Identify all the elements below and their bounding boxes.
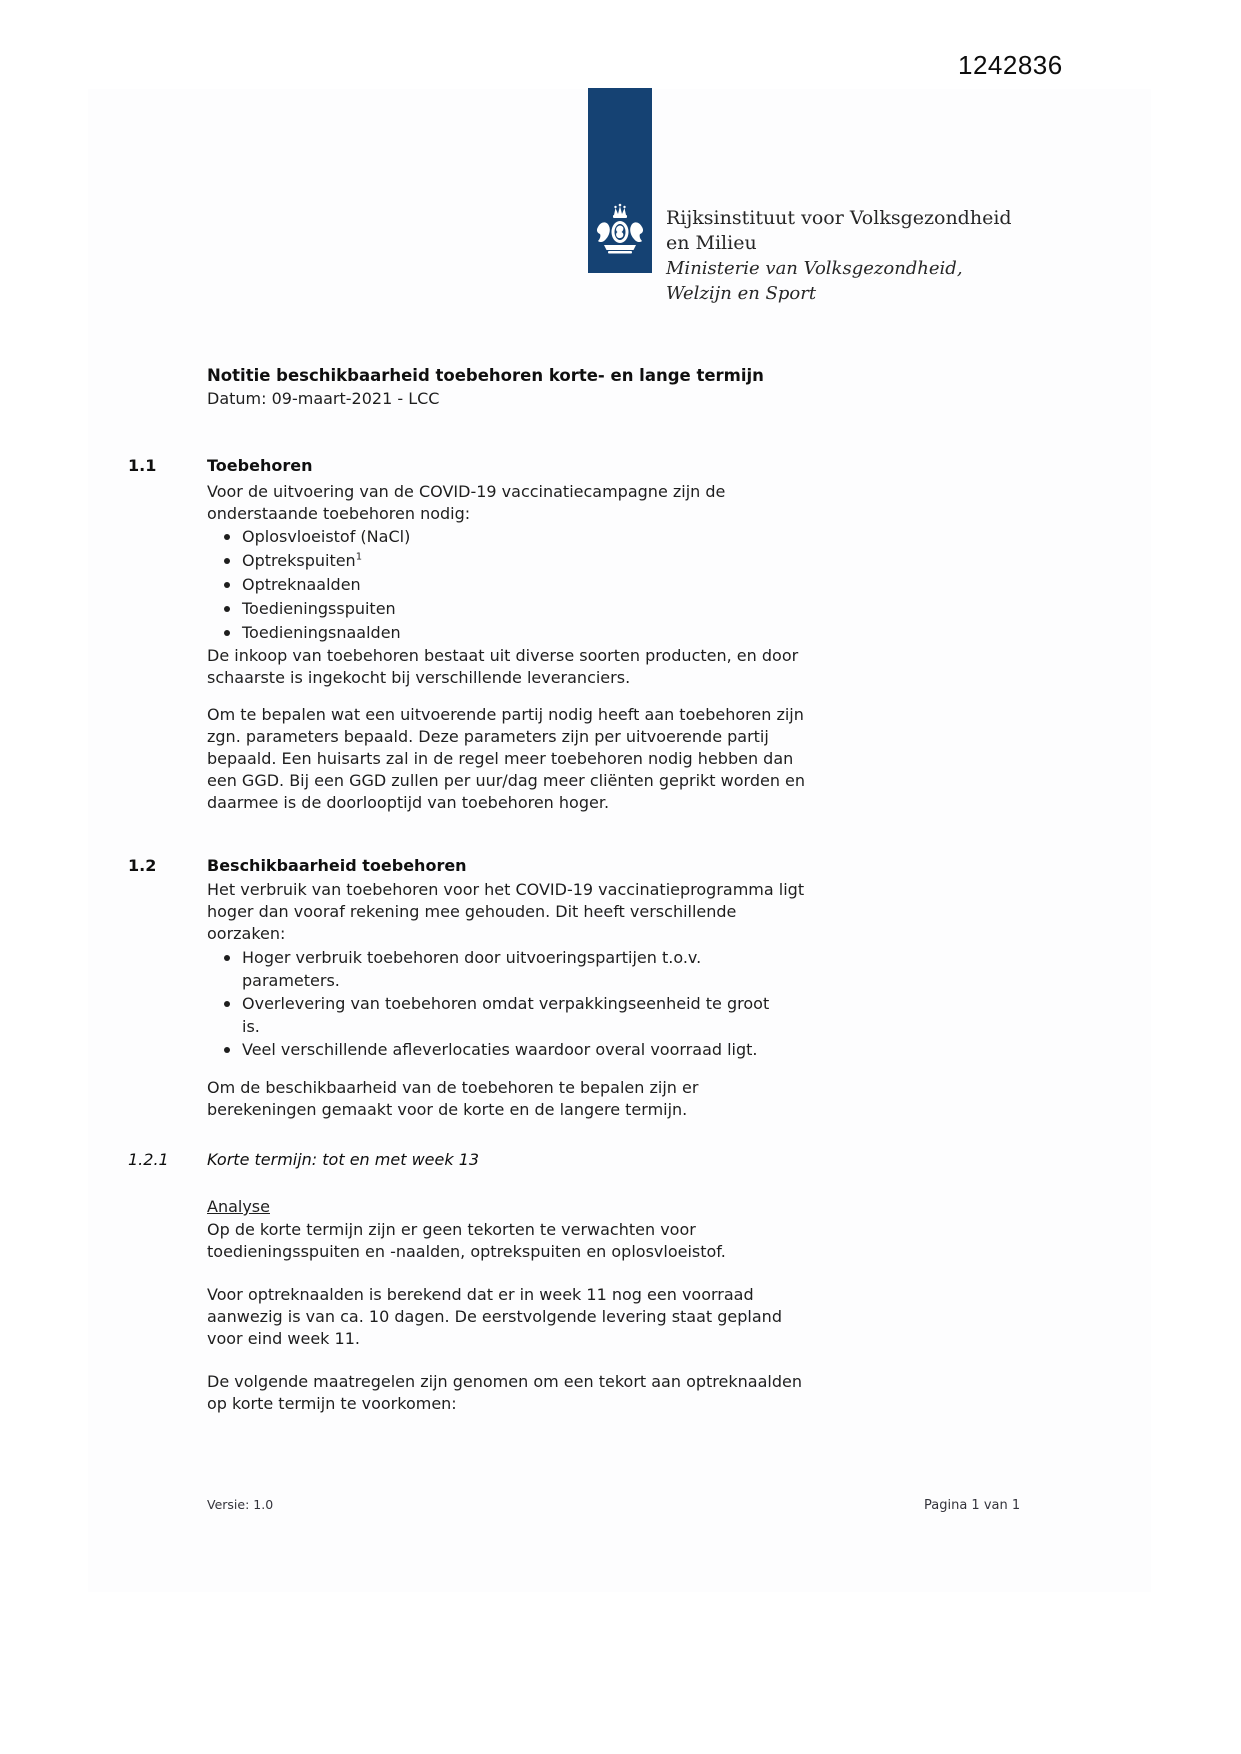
bullet-dot-icon bbox=[224, 1047, 230, 1053]
body-line: hoger dan vooraf rekening mee gehouden. Dit heeft verschillende bbox=[207, 902, 737, 921]
bullet-line: Hoger verbruik toebehoren door uitvoeringspartijen t.o.v. bbox=[242, 948, 702, 967]
bullet-item bbox=[207, 597, 1068, 621]
org-name-line2: en Milieu bbox=[666, 232, 757, 254]
section-1-1-bullet-list bbox=[207, 525, 1068, 645]
section-1-2-1-heading-row bbox=[128, 1149, 1068, 1171]
ministry-line2: Welzijn en Sport bbox=[666, 283, 817, 304]
bullet-dot-icon bbox=[224, 534, 230, 540]
document-number: 1242836 bbox=[958, 50, 1063, 80]
bullet-item bbox=[207, 621, 1068, 645]
section-1-2-heading-row bbox=[128, 855, 1068, 877]
bullet-text bbox=[242, 549, 362, 573]
body-line: Op de korte termijn zijn er geen tekorten te verwachten voor bbox=[207, 1220, 696, 1239]
bullet-item bbox=[207, 549, 1068, 573]
bullet-dot-icon bbox=[224, 558, 230, 564]
section-1-2-1-paragraph-3 bbox=[207, 1371, 1068, 1415]
section-number: 1.1 bbox=[128, 456, 157, 475]
body-line: Voor de uitvoering van de COVID-19 vaccinatiecampagne zijn de bbox=[207, 482, 726, 501]
bullet-text: Oplosvloeistof (NaCl) bbox=[242, 527, 411, 546]
bullet-item bbox=[207, 1038, 1068, 1061]
bullet-label: Optrekspuiten bbox=[242, 551, 356, 570]
section-number: 1.2.1 bbox=[128, 1150, 169, 1169]
footnote-marker: 1 bbox=[355, 551, 363, 563]
section-number: 1.2 bbox=[128, 856, 157, 875]
bullet-dot-icon bbox=[224, 955, 230, 961]
section-heading: Beschikbaarheid toebehoren bbox=[207, 856, 467, 875]
bullet-dot-icon bbox=[224, 630, 230, 636]
body-line: oorzaken: bbox=[207, 924, 286, 943]
body-line: voor eind week 11. bbox=[207, 1329, 360, 1348]
section-1-1-paragraph-2 bbox=[207, 704, 1068, 814]
footer-page-number: Pagina 1 van 1 bbox=[924, 1498, 1021, 1513]
dutch-coat-of-arms-icon bbox=[592, 203, 648, 265]
body-line: onderstaande toebehoren nodig: bbox=[207, 504, 471, 523]
body-line: berekeningen gemaakt voor de korte en de langere termijn. bbox=[207, 1100, 688, 1119]
bullet-dot-icon bbox=[224, 1001, 230, 1007]
bullet-line: is. bbox=[242, 1017, 260, 1036]
bullet-dot-icon bbox=[224, 582, 230, 588]
rivm-logo-text bbox=[666, 206, 1012, 306]
body-line: De inkoop van toebehoren bestaat uit diverse soorten producten, en door bbox=[207, 646, 799, 665]
bullet-text bbox=[242, 946, 701, 992]
bullet-line: Overlevering van toebehoren omdat verpakkingseenheid te groot bbox=[242, 994, 770, 1013]
section-1-2-1-paragraph-2 bbox=[207, 1284, 1068, 1350]
body-line: schaarste is ingekocht bij verschillende leveranciers. bbox=[207, 668, 631, 687]
analyse-label: Analyse bbox=[207, 1197, 270, 1216]
body-line: bepaald. Een huisarts zal in de regel meer toebehoren nodig hebben dan bbox=[207, 749, 794, 768]
body-line: De volgende maatregelen zijn genomen om een tekort aan optreknaalden bbox=[207, 1372, 802, 1391]
footer-version: Versie: 1.0 bbox=[207, 1497, 274, 1512]
body-line: op korte termijn te voorkomen: bbox=[207, 1394, 457, 1413]
body-line: daarmee is de doorlooptijd van toebehoren hoger. bbox=[207, 793, 610, 812]
analyse-label-row bbox=[207, 1196, 1068, 1218]
bullet-text: Toedieningsnaalden bbox=[242, 623, 401, 642]
body-line: een GGD. Bij een GGD zullen per uur/dag meer cliënten geprikt worden en bbox=[207, 771, 806, 790]
section-heading: Toebehoren bbox=[207, 456, 313, 475]
document-body bbox=[128, 455, 1068, 1415]
bullet-item bbox=[207, 946, 1068, 992]
ministry-line1: Ministerie van Volksgezondheid, bbox=[666, 258, 963, 279]
section-1-2-paragraph-1 bbox=[207, 1077, 1068, 1121]
document-date: Datum: 09-maart-2021 - LCC bbox=[207, 389, 440, 408]
body-line: Het verbruik van toebehoren voor het COVID-19 vaccinatieprogramma ligt bbox=[207, 880, 805, 899]
body-line: Om de beschikbaarheid van de toebehoren te bepalen zijn er bbox=[207, 1078, 699, 1097]
bullet-text bbox=[242, 1038, 758, 1061]
section-heading: Korte termijn: tot en met week 13 bbox=[207, 1150, 480, 1169]
section-1-2-1-paragraph-1 bbox=[207, 1219, 1068, 1263]
bullet-line: parameters. bbox=[242, 971, 340, 990]
bullet-text: Toedieningsspuiten bbox=[242, 599, 396, 618]
section-1-2-intro bbox=[207, 879, 1068, 945]
bullet-item bbox=[207, 573, 1068, 597]
bullet-text: Optreknaalden bbox=[242, 575, 361, 594]
body-line: zgn. parameters bepaald. Deze parameters zijn per uitvoerende partij bbox=[207, 727, 769, 746]
bullet-line: Veel verschillende afleverlocaties waardoor overal voorraad ligt. bbox=[242, 1040, 758, 1059]
body-line: Voor optreknaalden is berekend dat er in week 11 nog een voorraad bbox=[207, 1285, 754, 1304]
section-1-1-intro bbox=[207, 481, 1068, 525]
bullet-text bbox=[242, 992, 769, 1038]
section-1-1-paragraph-1 bbox=[207, 645, 1068, 689]
bullet-item bbox=[207, 992, 1068, 1038]
org-name-line1: Rijksinstituut voor Volksgezondheid bbox=[666, 207, 1012, 229]
body-line: aanwezig is van ca. 10 dagen. De eerstvolgende levering staat gepland bbox=[207, 1307, 782, 1326]
section-1-2-bullet-list bbox=[207, 946, 1068, 1061]
body-line: Om te bepalen wat een uitvoerende partij nodig heeft aan toebehoren zijn bbox=[207, 705, 804, 724]
rivm-logo-bar bbox=[588, 88, 652, 273]
bullet-item bbox=[207, 525, 1068, 549]
section-1-1-heading-row bbox=[128, 455, 1068, 477]
body-line: toedieningsspuiten en -naalden, optrekspuiten en oplosvloeistof. bbox=[207, 1242, 726, 1261]
document-title: Notitie beschikbaarheid toebehoren korte- en lange termijn bbox=[207, 366, 764, 385]
bullet-dot-icon bbox=[224, 606, 230, 612]
